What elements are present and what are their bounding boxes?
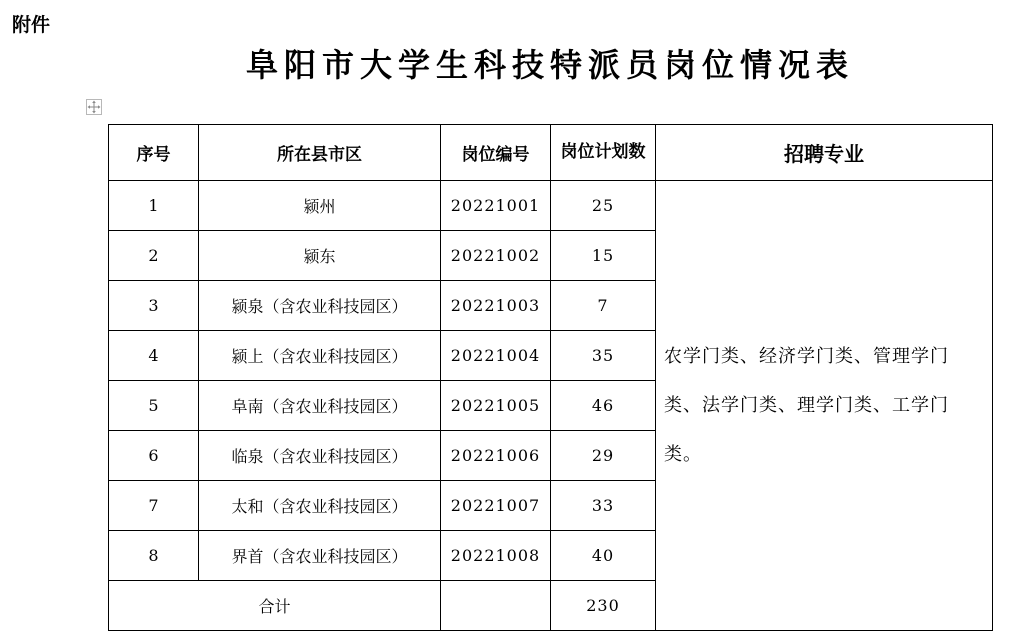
cell-code: 20221005	[441, 381, 551, 431]
cell-seq: 2	[109, 231, 199, 281]
cell-code: 20221008	[441, 531, 551, 581]
cell-region: 界首（含农业科技园区）	[199, 531, 441, 581]
table-header-row	[109, 125, 993, 181]
cell-region: 颍州	[199, 181, 441, 231]
table-row	[109, 181, 993, 231]
cell-seq: 4	[109, 331, 199, 381]
header-major: 招聘专业	[656, 125, 993, 181]
cell-total-label: 合计	[109, 581, 441, 631]
cell-seq: 6	[109, 431, 199, 481]
cell-plan: 29	[551, 431, 656, 481]
cell-seq: 8	[109, 531, 199, 581]
cell-code: 20221001	[441, 181, 551, 231]
cell-region: 颍泉（含农业科技园区）	[199, 281, 441, 331]
cell-region: 颍东	[199, 231, 441, 281]
cell-code: 20221002	[441, 231, 551, 281]
cell-plan: 33	[551, 481, 656, 531]
positions-table	[108, 124, 993, 631]
cell-plan: 46	[551, 381, 656, 431]
cell-region: 颍上（含农业科技园区）	[199, 331, 441, 381]
cell-plan: 15	[551, 231, 656, 281]
cell-total-plan: 230	[551, 581, 656, 631]
cell-seq: 1	[109, 181, 199, 231]
cell-code: 20221006	[441, 431, 551, 481]
cell-major: 农学门类、经济学门类、管理学门类、法学门类、理学门类、工学门类。	[656, 181, 993, 631]
cell-plan: 35	[551, 331, 656, 381]
cell-code: 20221004	[441, 331, 551, 381]
cell-region: 阜南（含农业科技园区）	[199, 381, 441, 431]
attachment-label: 附件	[12, 14, 51, 36]
header-plan: 岗位计划数	[551, 125, 656, 181]
cell-seq: 7	[109, 481, 199, 531]
cell-plan: 25	[551, 181, 656, 231]
document-title: 阜阳市大学生科技特派员岗位情况表	[245, 46, 854, 84]
cell-seq: 5	[109, 381, 199, 431]
header-seq: 序号	[109, 125, 199, 181]
cell-plan: 40	[551, 531, 656, 581]
cell-plan: 7	[551, 281, 656, 331]
header-region: 所在县市区	[199, 125, 441, 181]
cell-seq: 3	[109, 281, 199, 331]
header-code: 岗位编号	[441, 125, 551, 181]
cell-region: 临泉（含农业科技园区）	[199, 431, 441, 481]
cell-region: 太和（含农业科技园区）	[199, 481, 441, 531]
cell-code: 20221003	[441, 281, 551, 331]
cell-code: 20221007	[441, 481, 551, 531]
cell-total-code	[441, 581, 551, 631]
table-move-handle-icon[interactable]	[86, 99, 102, 115]
